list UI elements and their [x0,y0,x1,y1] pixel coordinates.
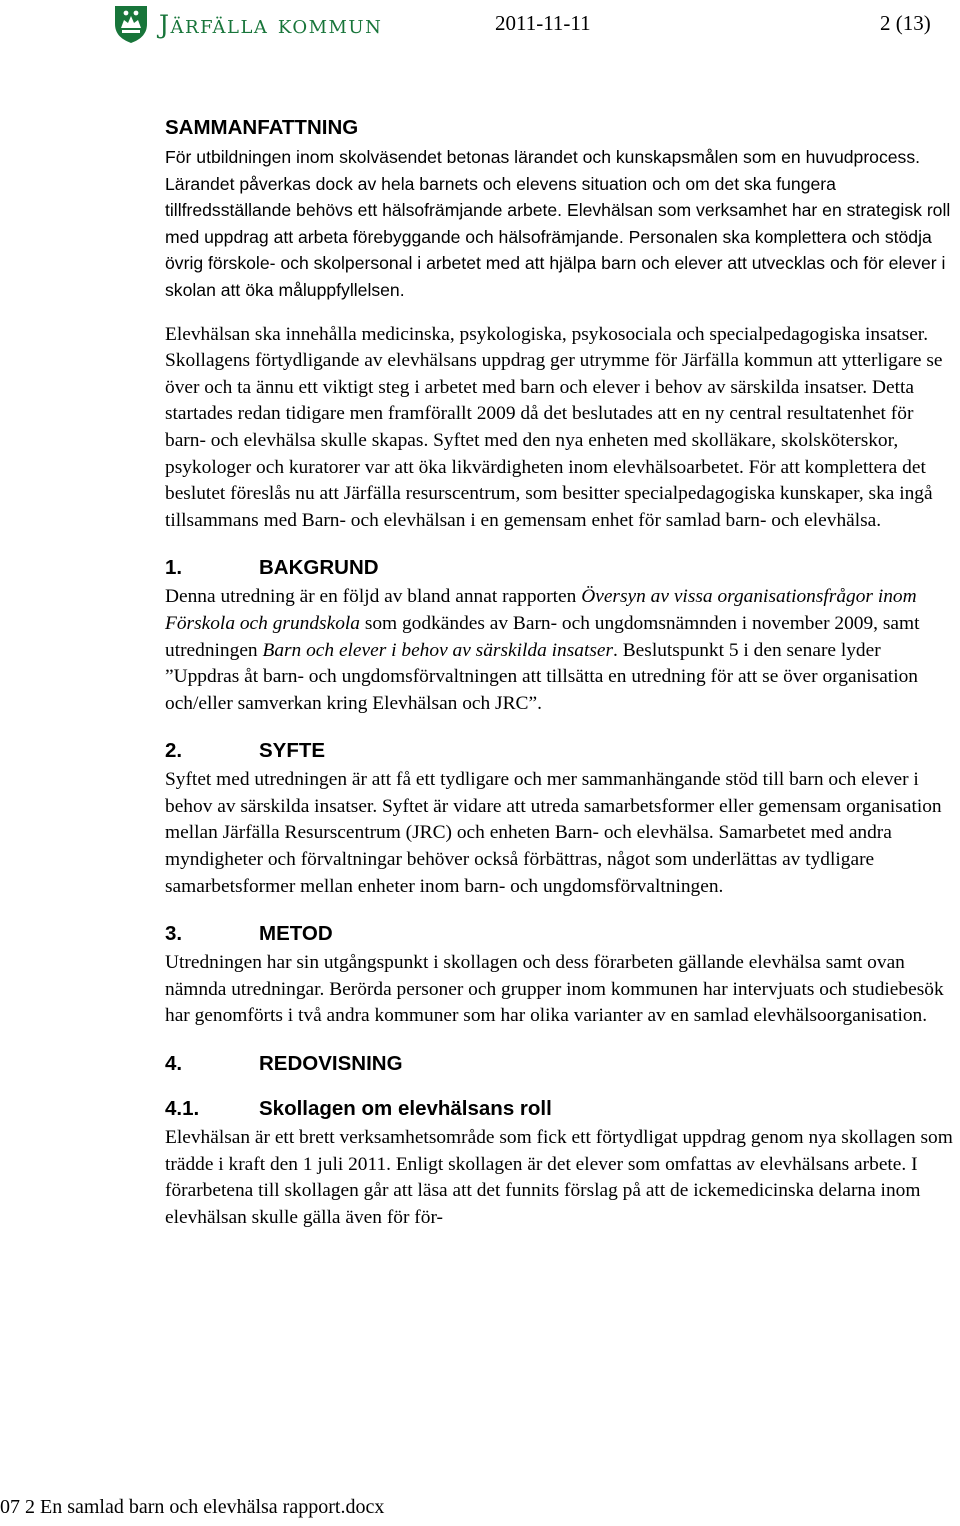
page-header [0,0,960,60]
summary-paragraph-2: Elevhälsan ska innehålla medicinska, psykologiska, psykosociala och specialpedagogiska insatser. Skollagens förtydligande av elevhälsans uppdrag ger utrymme för Järfälla kommun att ytterligare se över och ta ännu ett viktigt steg i arbetet med barn och elever i behov av särskilda insatser. Detta startades redan tidigare men framförallt 2009 då det beslutades att en ny central resultatenhet för barn- och elevhälsa skulle skapas. Syftet med den nya enheten med skolläkare, skolsköterskor, psykologer och kuratorer var att öka likvärdigheten inom elevhälsoarbetet. För att komplettera det beslutet föreslås nu att Järfälla resurscentrum, som besitter specialpedagogiska kunskaper, ska ingå tillsammans med Barn- och elevhälsan i en gemensam enhet för samlad barn- och elevhälsa. [165,323,943,531]
heading-title: SYFTE [259,739,326,763]
investigation-title: Barn och elever i behov av särskilda insatser [262,639,614,661]
text-run: som godkändes av Barn- och ungdomsnämnden i november 2009, samt utredningen [165,612,920,661]
report-title: Översyn av vissa organisationsfrågor inom Förskola och grundskola [165,586,917,634]
heading-number: 4. [165,1052,183,1076]
heading-skollagen [165,1093,955,1125]
heading-syfte [165,735,955,767]
syfte-paragraph: Syftet med utredningen är att få ett tydligare och mer sammanhängande stöd till barn och elever i behov av särskilda insatser. Syftet är vidare att utreda samarbetsformer eller gemensam organisation mellan Järfälla Resurscentrum (JRC) och enheten Barn- och elevhälsa. Samarbetet med andra myndigheter och förvaltningar behöver också förbättras, något som underlättas av tydligare samarbetsformer mellan enheter inom barn- och ungdomsförvaltningen. [165,769,942,897]
heading-title: Skollagen om elevhälsans roll [259,1097,552,1121]
heading-bakgrund [165,552,955,584]
heading-title: SAMMANFATTNING [165,116,359,139]
heading-number: 1. [165,556,183,580]
heading-title: REDOVISNING [259,1052,403,1076]
heading-metod [165,918,955,950]
page-number: 2 (13) [880,11,931,35]
municipality-logo [113,4,382,44]
skollagen-paragraph: Elevhälsan är ett brett verksamhetsområde som fick ett förtydligat uppdrag genom nya skollagen som trädde i kraft den 1 juli 2011. Enligt skollagen är det elever som omfattas av elevhälsans arbete. I förarbetena till skollagen går att läsa att det funnits förslag på att de ickemedicinska delarna inom elevhälsan skulle gälla även för för- [165,1127,953,1228]
metod-paragraph: Utredningen har sin utgångspunkt i skollagen och dess förarbeten gällande elevhälsa samt ovan nämnda utredningar. Berörda personer och grupper inom kommunen har intervjuats och studiebesök har genomförts i två andra kommuner som har olika varianter av en samlad elevhälsoorganisation. [165,952,944,1027]
heading-sammanfattning [165,112,955,144]
heading-title: METOD [259,922,333,946]
heading-number: 3. [165,922,183,946]
heading-number: 2. [165,739,183,763]
text-run: Denna utredning är en följd av bland annat rapporten [165,586,582,608]
summary-paragraph-1: För utbildningen inom skolväsendet betonas lärandet och kunskapsmålen som en huvudprocess. Lärandet påverkas dock av hela barnets och elevens situation och om det ska fungera tillfredsställande behövs ett hälsofrämjande arbete. Elevhälsan som verksamhet har en strategisk roll med uppdrag att arbeta förebyggande och hälsofrämjande. Personalen ska komplettera och stödja övrig förskole- och skolpersonal i arbetet med att hjälpa barn och elever att utvecklas och för elever i skolan att öka måluppfyllelsen. [165,147,951,300]
footer-filename: 07 2 En samlad barn och elevhälsa rapport.docx [0,1496,385,1518]
text-run: . Beslutspunkt 5 i den senare lyder ”Uppdras åt barn- och ungdomsförvaltningen att tillsätta en utredning för att se över organisation och/eller samverkan kring Elevhälsan och JRC”. [165,639,918,714]
bakgrund-paragraph [165,584,955,717]
document-date: 2011-11-11 [495,11,591,35]
coat-of-arms-icon [113,4,149,44]
heading-title: BAKGRUND [259,556,379,580]
heading-redovisning [165,1048,955,1080]
document-body [165,112,955,1249]
municipality-name: Järfälla kommun [159,9,383,39]
heading-number: 4.1. [165,1097,200,1121]
